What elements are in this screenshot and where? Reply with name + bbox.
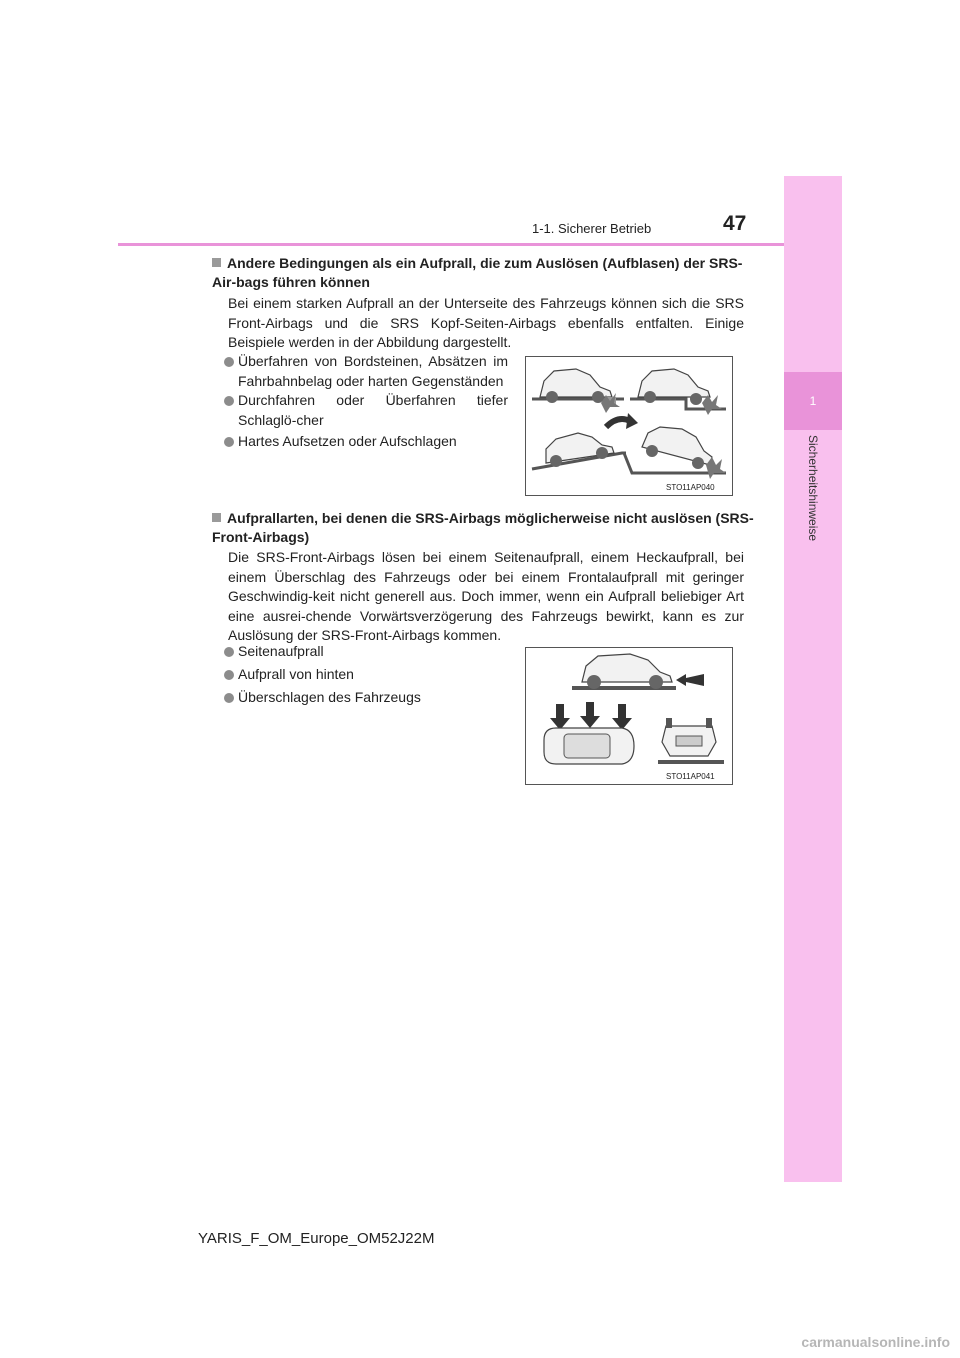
section2-body: Die SRS-Front-Airbags lösen bei einem Seitenaufprall, einem Heckaufprall, bei einem Überschlag des Fahrzeugs oder bei einem Frontalaufprall mit geringer Geschwindig-keit nicht generell aus. Doch immer, wenn ein Aufprall beliebiger Art eine ausrei-chende Vorwärtsverzögerung des Fahrzeugs bewirkt, kann es zur Auslösung der SRS-Front-Airbags kommen.	[228, 549, 744, 643]
section-title: 1-1. Sicherer Betrieb	[532, 221, 652, 236]
bullet-icon	[224, 670, 234, 680]
list-item: Aufprall von hinten	[224, 665, 508, 685]
underbody-impact-drawing	[526, 357, 732, 495]
page-number: 47	[723, 212, 747, 235]
bullet-icon	[224, 357, 234, 367]
figure-code: STO11AP041	[666, 772, 715, 781]
section2-heading: Aufprallarten, bei denen die SRS-Airbags möglicherweise nicht auslösen (SRS-Front-Airbags)	[212, 510, 754, 545]
bullet-icon	[224, 437, 234, 447]
header-rule	[118, 243, 784, 246]
list-item: Überschlagen des Fahrzeugs	[224, 688, 508, 708]
square-bullet-icon	[212, 513, 221, 522]
figure-code: STO11AP040	[666, 483, 715, 492]
illustration-underbody-impact	[525, 356, 733, 496]
chapter-side-tab	[784, 176, 842, 1182]
section1-body: Bei einem starken Aufprall an der Unterseite des Fahrzeugs können sich die SRS Front-Airbags und die SRS Kopf-Seiten-Airbags ebenfalls entfalten. Einige Beispiele werden in der Abbildung dargestellt.	[228, 295, 744, 350]
chapter-number: 1	[784, 372, 842, 430]
impact-types-drawing	[526, 648, 732, 784]
bullet-icon	[224, 396, 234, 406]
chapter-title: Sicherheitshinweise	[806, 435, 820, 542]
section1-heading: Andere Bedingungen als ein Aufprall, die zum Auslösen (Aufblasen) der SRS-Air-bags führen können	[212, 255, 743, 290]
list-item: Hartes Aufsetzen oder Aufschlagen	[224, 432, 508, 452]
document-id: YARIS_F_OM_Europe_OM52J22M	[198, 1230, 435, 1247]
illustration-impact-types	[525, 647, 733, 785]
bullet-icon	[224, 693, 234, 703]
square-bullet-icon	[212, 258, 221, 267]
list-item: Seitenaufprall	[224, 642, 508, 662]
list-item: Überfahren von Bordsteinen, Absätzen im Fahrbahnbelag oder harten Gegenständen	[224, 352, 508, 391]
watermark-link[interactable]: carmanualsonline.info	[801, 1334, 950, 1350]
list-item: Durchfahren oder Überfahren tiefer Schlaglö-cher	[224, 391, 508, 430]
bullet-icon	[224, 647, 234, 657]
